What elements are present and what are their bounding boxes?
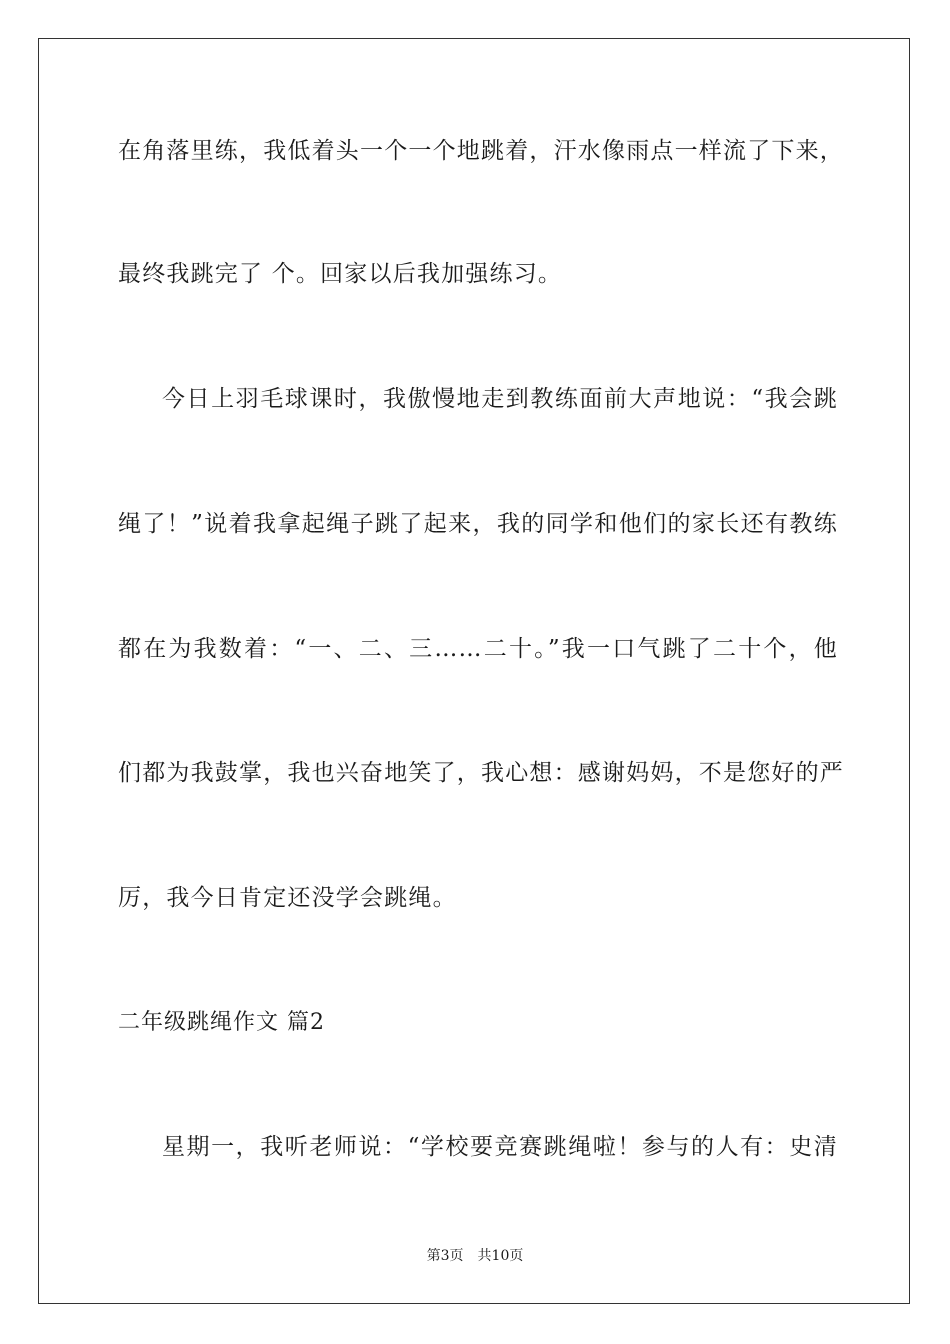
- paragraph-line: 最终我跳完了 个。回家以后我加强练习。: [118, 261, 563, 287]
- paragraph-line: 在角落里练，我低着头一个一个地跳着，汗水像雨点一样流了下来，: [118, 138, 844, 164]
- paragraph-line: 们都为我鼓掌，我也兴奋地笑了，我心想：感谢妈妈，不是您好的严: [118, 760, 844, 786]
- paragraph-line: 今日上羽毛球课时，我傲慢地走到教练面前大声地说：“我会跳: [162, 386, 838, 412]
- page-number: 第3页: [426, 1248, 464, 1264]
- paragraph-line: 绳了！”说着我拿起绳子跳了起来，我的同学和他们的家长还有教练: [118, 511, 838, 537]
- paragraph-line: 都在为我数着：“一、二、三……二十。”我一口气跳了二十个，他: [118, 636, 838, 662]
- page-footer: [0, 1246, 950, 1266]
- paragraph-line: 星期一，我听老师说：“学校要竞赛跳绳啦！参与的人有：史清: [162, 1134, 838, 1160]
- page-border: [38, 38, 910, 1304]
- paragraph-line: 厉，我今日肯定还没学会跳绳。: [118, 885, 457, 911]
- page-total: 共10页: [477, 1248, 524, 1264]
- section-heading: 二年级跳绳作文 篇2: [118, 1010, 325, 1035]
